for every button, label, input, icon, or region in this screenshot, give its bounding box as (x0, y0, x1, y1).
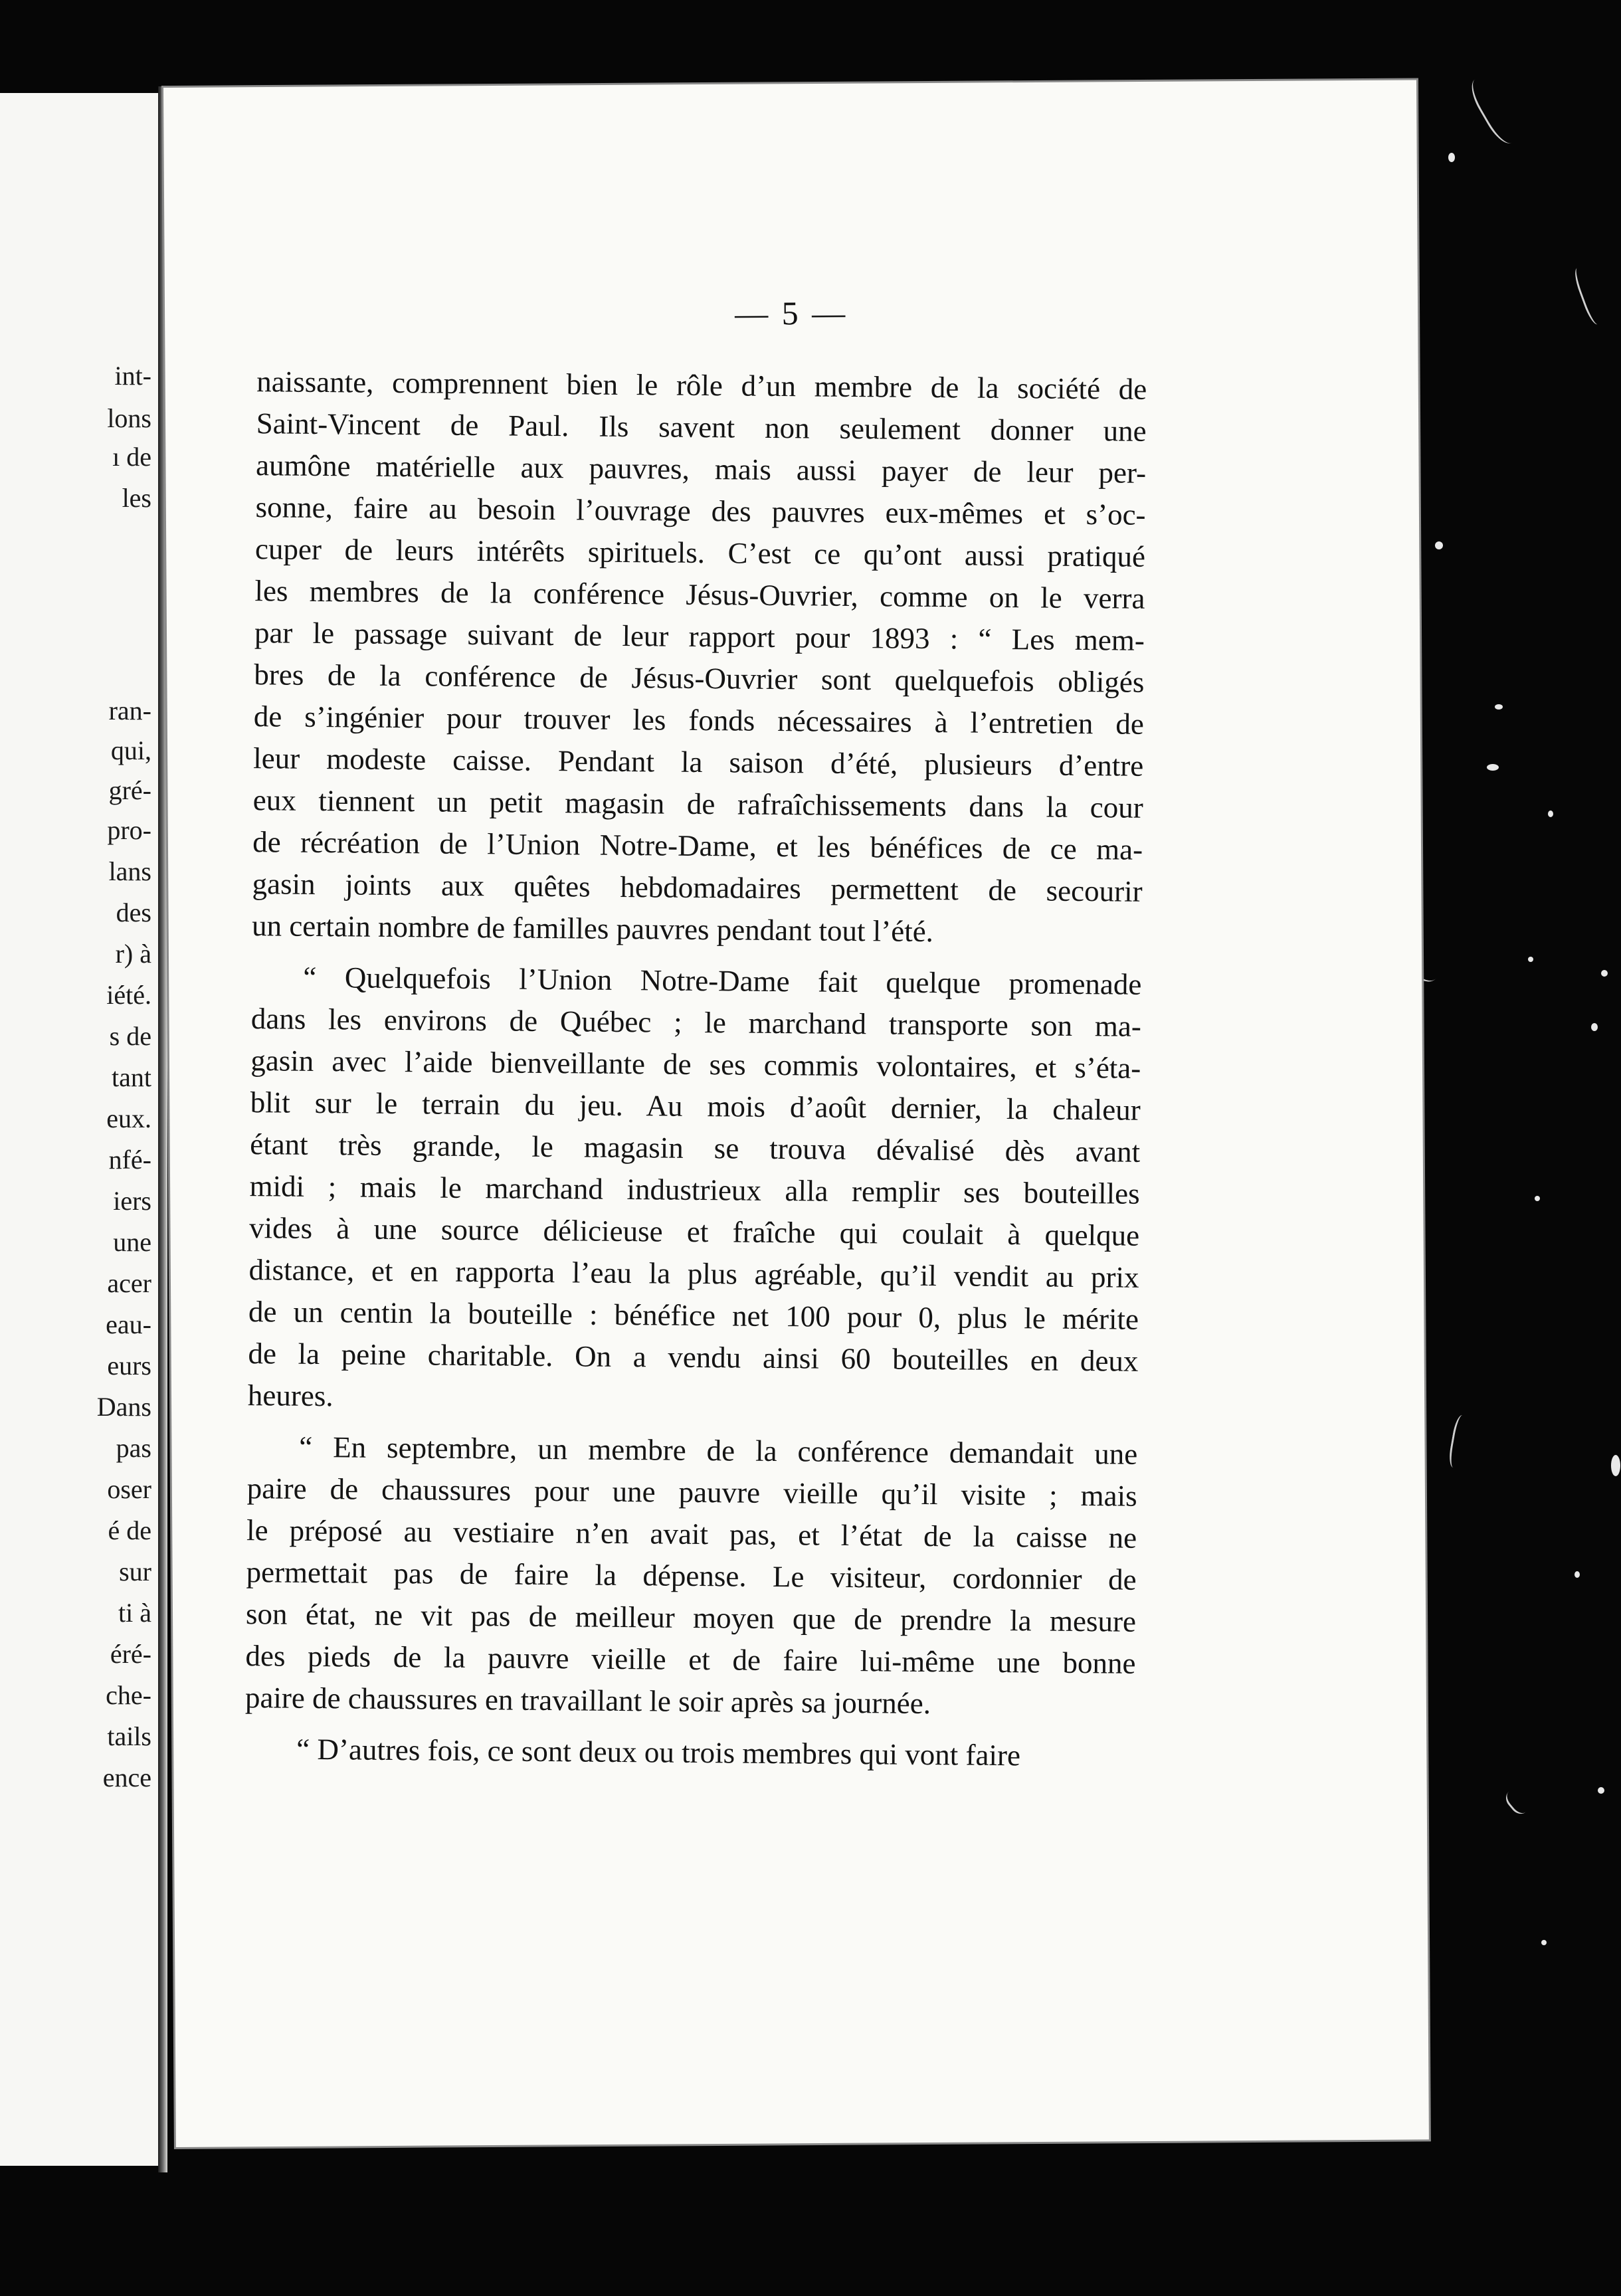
fragment-text: pro- (107, 815, 151, 845)
fragment-text: ran- (108, 696, 151, 725)
text-line: midi ; mais le marchand industrieux alla remplir ses bouteilles (249, 1169, 1140, 1210)
fragment-text: eau- (106, 1309, 151, 1339)
dust-speck (1435, 541, 1443, 549)
fragment-text: Dans (96, 1392, 151, 1422)
dust-speck (1611, 1455, 1620, 1476)
text-line: cuper de leurs intérêts spirituels. C’est ce qu’ont aussi pratiqué (254, 532, 1146, 573)
text-line: de un centin la bouteille : bénéfice net 100 pour 0, plus le mérite (248, 1295, 1139, 1336)
text-line: des pieds de la pauvre vieille et de faire lui-même une bonne (245, 1639, 1136, 1680)
fragment-text: oser (107, 1474, 151, 1504)
text-line: paire de chaussures en travaillant le soir après sa journée. (244, 1681, 931, 1721)
text-line: “ Quelquefois l’Union Notre-Dame fait quelque promenade (303, 960, 1142, 1001)
text-line: un certain nombre de familles pauvres pendant tout l’été. (251, 909, 934, 949)
text-line: vides à une source délicieuse et fraîche qui coulait à quelque (248, 1211, 1140, 1252)
dust-speck (1495, 704, 1503, 710)
text-line: gasin joints aux quêtes hebdomadaires permettent de secourir (252, 867, 1143, 908)
text-line: distance, et en rapporta l’eau la plus agréable, qu’il vendit au prix (248, 1253, 1139, 1294)
paragraph (248, 956, 1142, 1424)
fragment-text: une (113, 1227, 151, 1257)
dust-speck (1601, 970, 1608, 977)
text-line: sonne, faire au besoin l’ouvrage des pauvres eux-mêmes et s’oc- (255, 490, 1146, 531)
fragment-text: nfé- (108, 1145, 151, 1175)
paragraph (245, 1426, 1138, 1727)
text-line: paire de chaussures pour une pauvre vieille qu’il visite ; mais (246, 1472, 1137, 1513)
fragment-text: int- (114, 361, 151, 391)
fragment-text: lans (108, 856, 151, 886)
dust-speck (1535, 1196, 1540, 1201)
text-line: heures. (247, 1379, 334, 1413)
dust-speck (1574, 1571, 1580, 1578)
fragment-text: che- (106, 1680, 151, 1710)
text-line: permettait pas de faire la dépense. Le visiteur, cordonnier de (246, 1555, 1137, 1596)
fragment-text: é de (108, 1515, 151, 1545)
paragraph (252, 361, 1147, 955)
dust-speck (1448, 153, 1455, 162)
book-page (163, 80, 1429, 2147)
fragment-text: iété. (106, 980, 151, 1010)
fragment-text: éré- (110, 1639, 151, 1669)
text-line: étant très grande, le magasin se trouva dévalisé dès avant (250, 1127, 1141, 1169)
fragment-text: des (116, 898, 151, 927)
fragment-text: les (122, 483, 151, 513)
text-line: aumône matérielle aux pauvres, mais aussi payer de leur per- (255, 448, 1147, 490)
text-line: par le passage suivant de leur rapport pour 1893 : “ Les mem- (254, 616, 1145, 657)
text-line: “ D’autres fois, ce sont deux ou trois membres qui vont faire (296, 1732, 1021, 1772)
dust-speck (1548, 811, 1553, 817)
text-line: les membres de la conférence Jésus-Ouvrier, comme on le verra (254, 574, 1145, 615)
text-line: le préposé au vestiaire n’en avait pas, et l’état de la caisse ne (246, 1513, 1137, 1555)
text-line: bres de la conférence de Jésus-Ouvrier sont quelquefois obligés (254, 658, 1145, 699)
fragment-text: s de (109, 1021, 151, 1051)
body-text (244, 361, 1147, 1778)
text-line: de s’ingénier pour trouver les fonds nécessaires à l’entretien de (253, 700, 1145, 741)
text-line: de récréation de l’Union Notre-Dame, et les bénéfices de ce ma- (252, 825, 1143, 866)
fragment-text: pas (116, 1433, 151, 1463)
fragment-text: gré- (108, 775, 151, 805)
dust-speck (1528, 957, 1533, 962)
text-line: son état, ne vit pas de meilleur moyen que de prendre la mesure (245, 1597, 1137, 1638)
fragment-text: ı de (112, 442, 151, 472)
fragment-text: eux. (106, 1103, 151, 1133)
previous-page-fragment (0, 93, 161, 2166)
fragment-text: ence (102, 1763, 151, 1792)
fragment-text: ti à (118, 1598, 151, 1628)
page-number: — 5 — (734, 294, 848, 332)
fragment-text: iers (113, 1186, 151, 1216)
text-line: dans les environs de Québec ; le marchand transporte son ma- (250, 1002, 1142, 1043)
text-line: blit sur le terrain du jeu. Au mois d’août dernier, la chaleur (250, 1086, 1141, 1127)
fragment-text: tant (112, 1062, 151, 1092)
paragraph (244, 1728, 1135, 1778)
text-line: eux tiennent un petit magasin de rafraîchissements dans la cour (252, 783, 1143, 824)
fragment-text: r) à (115, 939, 151, 969)
fragment-text: lons (107, 403, 151, 433)
fragment-text: sur (119, 1557, 151, 1586)
dust-speck (1541, 1940, 1547, 1945)
text-line: leur modeste caisse. Pendant la saison d’été, plusieurs d’entre (253, 741, 1144, 783)
text-line: “ En septembre, un membre de la conférence demandait une (299, 1430, 1138, 1471)
text-line: gasin avec l’aide bienveillante de ses commis volontaires, et s’éta- (250, 1044, 1141, 1085)
fragment-text: eurs (107, 1351, 151, 1381)
fragment-text: acer (107, 1268, 151, 1298)
dust-speck (1598, 1787, 1604, 1794)
text-line: de la peine charitable. On a vendu ainsi 60 bouteilles en deux (248, 1337, 1139, 1378)
text-line: naissante, comprennent bien le rôle d’un membre de la société de (256, 365, 1147, 406)
dust-speck (1591, 1023, 1598, 1031)
dust-speck (1487, 764, 1499, 771)
fragment-text: qui, (110, 735, 151, 765)
fragment-text: tails (107, 1721, 151, 1751)
text-line: Saint-Vincent de Paul. Ils savent non seulement donner une (256, 407, 1147, 448)
